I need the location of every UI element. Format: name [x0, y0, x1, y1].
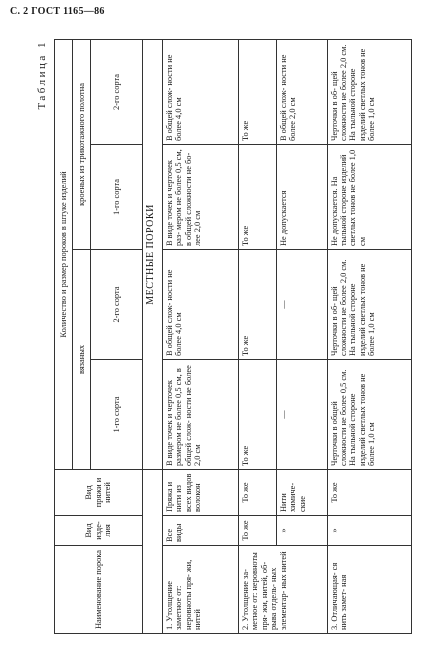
- header-yarn: Вид пряжи и нитей: [55, 470, 143, 516]
- page-header: С. 2 ГОСТ 1165—86: [10, 6, 105, 17]
- cell-cut-sort1: В виде точек и черточек раз- мером не более 0,5 см, в общей сложности не бо- лее 2,0 см: [163, 145, 239, 250]
- section-spacer: [143, 470, 163, 634]
- table-row: [238, 39, 276, 633]
- cell-cut-sort1: Не допускается: [276, 145, 327, 250]
- cell-garment: »: [327, 516, 411, 546]
- cell-knit-sort2: —: [276, 250, 327, 360]
- cell-name: 1. Утолщение заметное от: неровноты пря- жи, нитей: [163, 546, 239, 634]
- cell-yarn: Нити химиче- ские: [276, 470, 327, 516]
- table-row: [163, 39, 239, 633]
- header-name: Наименование порока: [55, 546, 143, 634]
- cell-cut-sort1: То же: [238, 145, 276, 250]
- cell-knit-sort1: В виде точек и черточек размером не более 0,5 см, в общей слож- ности не более 2,0 см: [163, 360, 239, 470]
- cell-name: 2. Утолщение за- метное от: неровноты пря- жи, нитей, об- рыва отдель- ных элементар- ных нитей: [238, 546, 327, 634]
- table-row: [327, 39, 411, 633]
- cell-yarn: То же: [238, 470, 276, 516]
- cell-knit-sort1: —: [276, 360, 327, 470]
- header-garment: Вид изде- лия: [55, 516, 143, 546]
- header-cut: кроеных из трикотажного полотна: [73, 39, 91, 249]
- cell-yarn: То же: [327, 470, 411, 516]
- cell-cut-sort2: То же: [238, 39, 276, 144]
- cell-name: 3. Отличающая- ся нить замет- ная: [327, 546, 411, 634]
- header-knit: вязаных: [73, 250, 91, 470]
- cell-cut-sort1: Не допускается. На тыльной стороне изделий светлых тонов не более 1,0 см: [327, 145, 411, 250]
- cell-cut-sort2: Черточки в об- щей сложности не более 2,0 см. На тыльной стороне изделий светлых тонов не более 1,0 см: [327, 39, 411, 144]
- cell-knit-sort1: Черточки в общей сложности не более 0,5 см. На тыльной стороне изделий светлых тонов не более 1,0 см: [327, 360, 411, 470]
- cell-garment: То же: [238, 516, 276, 546]
- section-title: МЕСТНЫЕ ПОРОКИ: [143, 39, 163, 469]
- header-knit-sort2: 2-го сорта: [91, 250, 143, 360]
- cell-cut-sort2: В общей слож- ности не более 4,0 см: [163, 39, 239, 144]
- cell-yarn: Пряжа и нити из всех видов волокон: [163, 470, 239, 516]
- rotated-table-area: [36, 40, 412, 634]
- header-cut-sort2: 2-го сорта: [91, 39, 143, 144]
- defects-table: [54, 39, 412, 634]
- cell-knit-sort2: Черточки в об- щей сложности не более 2,0 см. На тыльной стороне изделий светлых тонов не более 1,0 см: [327, 250, 411, 360]
- cell-knit-sort1: То же: [238, 360, 276, 470]
- cell-knit-sort2: То же: [238, 250, 276, 360]
- header-knit-sort1: 1-го сорта: [91, 360, 143, 470]
- table-row: [276, 39, 327, 633]
- header-cut-sort1: 1-го сорта: [91, 145, 143, 250]
- table-caption: Таблица 1: [36, 40, 48, 110]
- header-group: Количество и размер пороков в штуке изделий: [55, 39, 73, 469]
- cell-garment: »: [276, 516, 327, 546]
- cell-knit-sort2: В общей слож- ности не более 4,0 см: [163, 250, 239, 360]
- cell-cut-sort2: В общей слож- ности не более 2,0 см: [276, 39, 327, 144]
- cell-garment: Все виды: [163, 516, 239, 546]
